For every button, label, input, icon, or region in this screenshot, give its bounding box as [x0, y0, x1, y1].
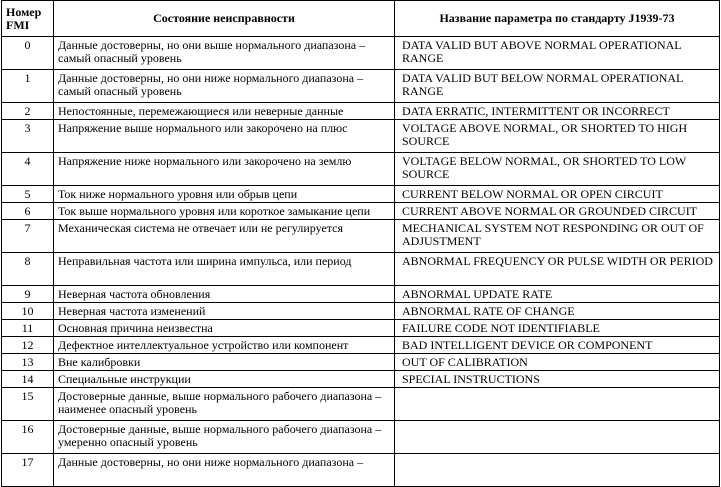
fmi-number-cell: 14 — [2, 371, 54, 388]
j1939-parameter-cell: MECHANICAL SYSTEM NOT RESPONDING OR OUT OF ADJUSTMENT — [395, 220, 720, 253]
header-fmi-number: Номер FMI — [2, 1, 54, 37]
fmi-number-cell: 5 — [2, 186, 54, 203]
fmi-number-cell: 17 — [2, 454, 54, 487]
j1939-parameter-cell: SPECIAL INSTRUCTIONS — [395, 371, 720, 388]
j1939-parameter-cell: DATA VALID BUT ABOVE NORMAL OPERATIONAL RANGE — [395, 37, 720, 70]
j1939-parameter-cell: FAILURE CODE NOT IDENTIFIABLE — [395, 320, 720, 337]
j1939-parameter-cell: ABNORMAL UPDATE RATE — [395, 286, 720, 303]
table-row — [2, 421, 720, 454]
fault-condition-cell: Достоверные данные, выше нормального рабочего диапазона – наименее опасный уровень — [54, 388, 395, 421]
j1939-parameter-cell: CURRENT BELOW NORMAL OR OPEN CIRCUIT — [395, 186, 720, 203]
fault-condition-cell: Вне калибровки — [54, 354, 395, 371]
fmi-number-cell: 0 — [2, 37, 54, 70]
j1939-parameter-cell: VOLTAGE BELOW NORMAL, OR SHORTED TO LOW SOURCE — [395, 153, 720, 186]
fault-condition-cell: Данные достоверны, но они выше нормального диапазона – самый опасный уровень — [54, 37, 395, 70]
fault-condition-cell: Достоверные данные, выше нормального рабочего диапазона – умеренно опасный уровень — [54, 421, 395, 454]
fmi-number-cell: 9 — [2, 286, 54, 303]
j1939-parameter-cell: ABNORMAL FREQUENCY OR PULSE WIDTH OR PERIOD — [395, 253, 720, 286]
j1939-parameter-cell: ABNORMAL RATE OF CHANGE — [395, 303, 720, 320]
table-row — [2, 220, 720, 253]
j1939-parameter-cell — [395, 454, 720, 487]
fault-condition-cell: Непостоянные, перемежающиеся или неверные данные — [54, 103, 395, 120]
fmi-table — [1, 0, 720, 487]
fault-condition-cell: Напряжение выше нормального или закорочено на плюс — [54, 120, 395, 153]
j1939-parameter-cell: CURRENT ABOVE NORMAL OR GROUNDED CIRCUIT — [395, 203, 720, 220]
j1939-parameter-cell: OUT OF CALIBRATION — [395, 354, 720, 371]
fmi-number-cell: 12 — [2, 337, 54, 354]
table-row — [2, 337, 720, 354]
table-row — [2, 37, 720, 70]
j1939-parameter-cell: VOLTAGE ABOVE NORMAL, OR SHORTED TO HIGH SOURCE — [395, 120, 720, 153]
table-row — [2, 120, 720, 153]
header-fault-condition: Состояние неисправности — [54, 1, 395, 37]
header-j1939-parameter: Название параметра по стандарту J1939-73 — [395, 1, 720, 37]
fault-condition-cell: Специальные инструкции — [54, 371, 395, 388]
fmi-number-cell: 6 — [2, 203, 54, 220]
fault-condition-cell: Неправильная частота или ширина импульса, или период — [54, 253, 395, 286]
fmi-number-cell: 10 — [2, 303, 54, 320]
fmi-number-cell: 4 — [2, 153, 54, 186]
fmi-number-cell: 11 — [2, 320, 54, 337]
table-row — [2, 203, 720, 220]
fmi-number-cell: 8 — [2, 253, 54, 286]
table-row — [2, 320, 720, 337]
table-row — [2, 388, 720, 421]
table-row — [2, 371, 720, 388]
table-row — [2, 253, 720, 286]
fault-condition-cell: Неверная частота изменений — [54, 303, 395, 320]
j1939-parameter-cell — [395, 388, 720, 421]
fault-condition-cell: Основная причина неизвестна — [54, 320, 395, 337]
fmi-number-cell: 1 — [2, 70, 54, 103]
fmi-number-cell: 13 — [2, 354, 54, 371]
fault-condition-cell: Ток ниже нормального уровня или обрыв цепи — [54, 186, 395, 203]
table-row — [2, 354, 720, 371]
table-row — [2, 103, 720, 120]
table-row — [2, 454, 720, 487]
table-header-row — [2, 1, 720, 37]
fmi-number-cell: 15 — [2, 388, 54, 421]
fmi-number-cell: 7 — [2, 220, 54, 253]
fault-condition-cell: Напряжение ниже нормального или закорочено на землю — [54, 153, 395, 186]
table-row — [2, 186, 720, 203]
table-row — [2, 286, 720, 303]
j1939-parameter-cell: DATA VALID BUT BELOW NORMAL OPERATIONAL RANGE — [395, 70, 720, 103]
fault-condition-cell: Данные достоверны, но они ниже нормального диапазона – самый опасный уровень — [54, 70, 395, 103]
j1939-parameter-cell: DATA ERRATIC, INTERMITTENT OR INCORRECT — [395, 103, 720, 120]
fmi-number-cell: 2 — [2, 103, 54, 120]
fault-condition-cell: Данные достоверны, но они ниже нормального диапазона – — [54, 454, 395, 487]
j1939-parameter-cell: BAD INTELLIGENT DEVICE OR COMPONENT — [395, 337, 720, 354]
fmi-number-cell: 3 — [2, 120, 54, 153]
fault-condition-cell: Неверная частота обновления — [54, 286, 395, 303]
table-row — [2, 153, 720, 186]
table-row — [2, 70, 720, 103]
j1939-parameter-cell — [395, 421, 720, 454]
fault-condition-cell: Механическая система не отвечает или не регулируется — [54, 220, 395, 253]
fmi-number-cell: 16 — [2, 421, 54, 454]
fault-condition-cell: Дефектное интеллектуальное устройство или компонент — [54, 337, 395, 354]
fault-condition-cell: Ток выше нормального уровня или короткое замыкание цепи — [54, 203, 395, 220]
table-row — [2, 303, 720, 320]
